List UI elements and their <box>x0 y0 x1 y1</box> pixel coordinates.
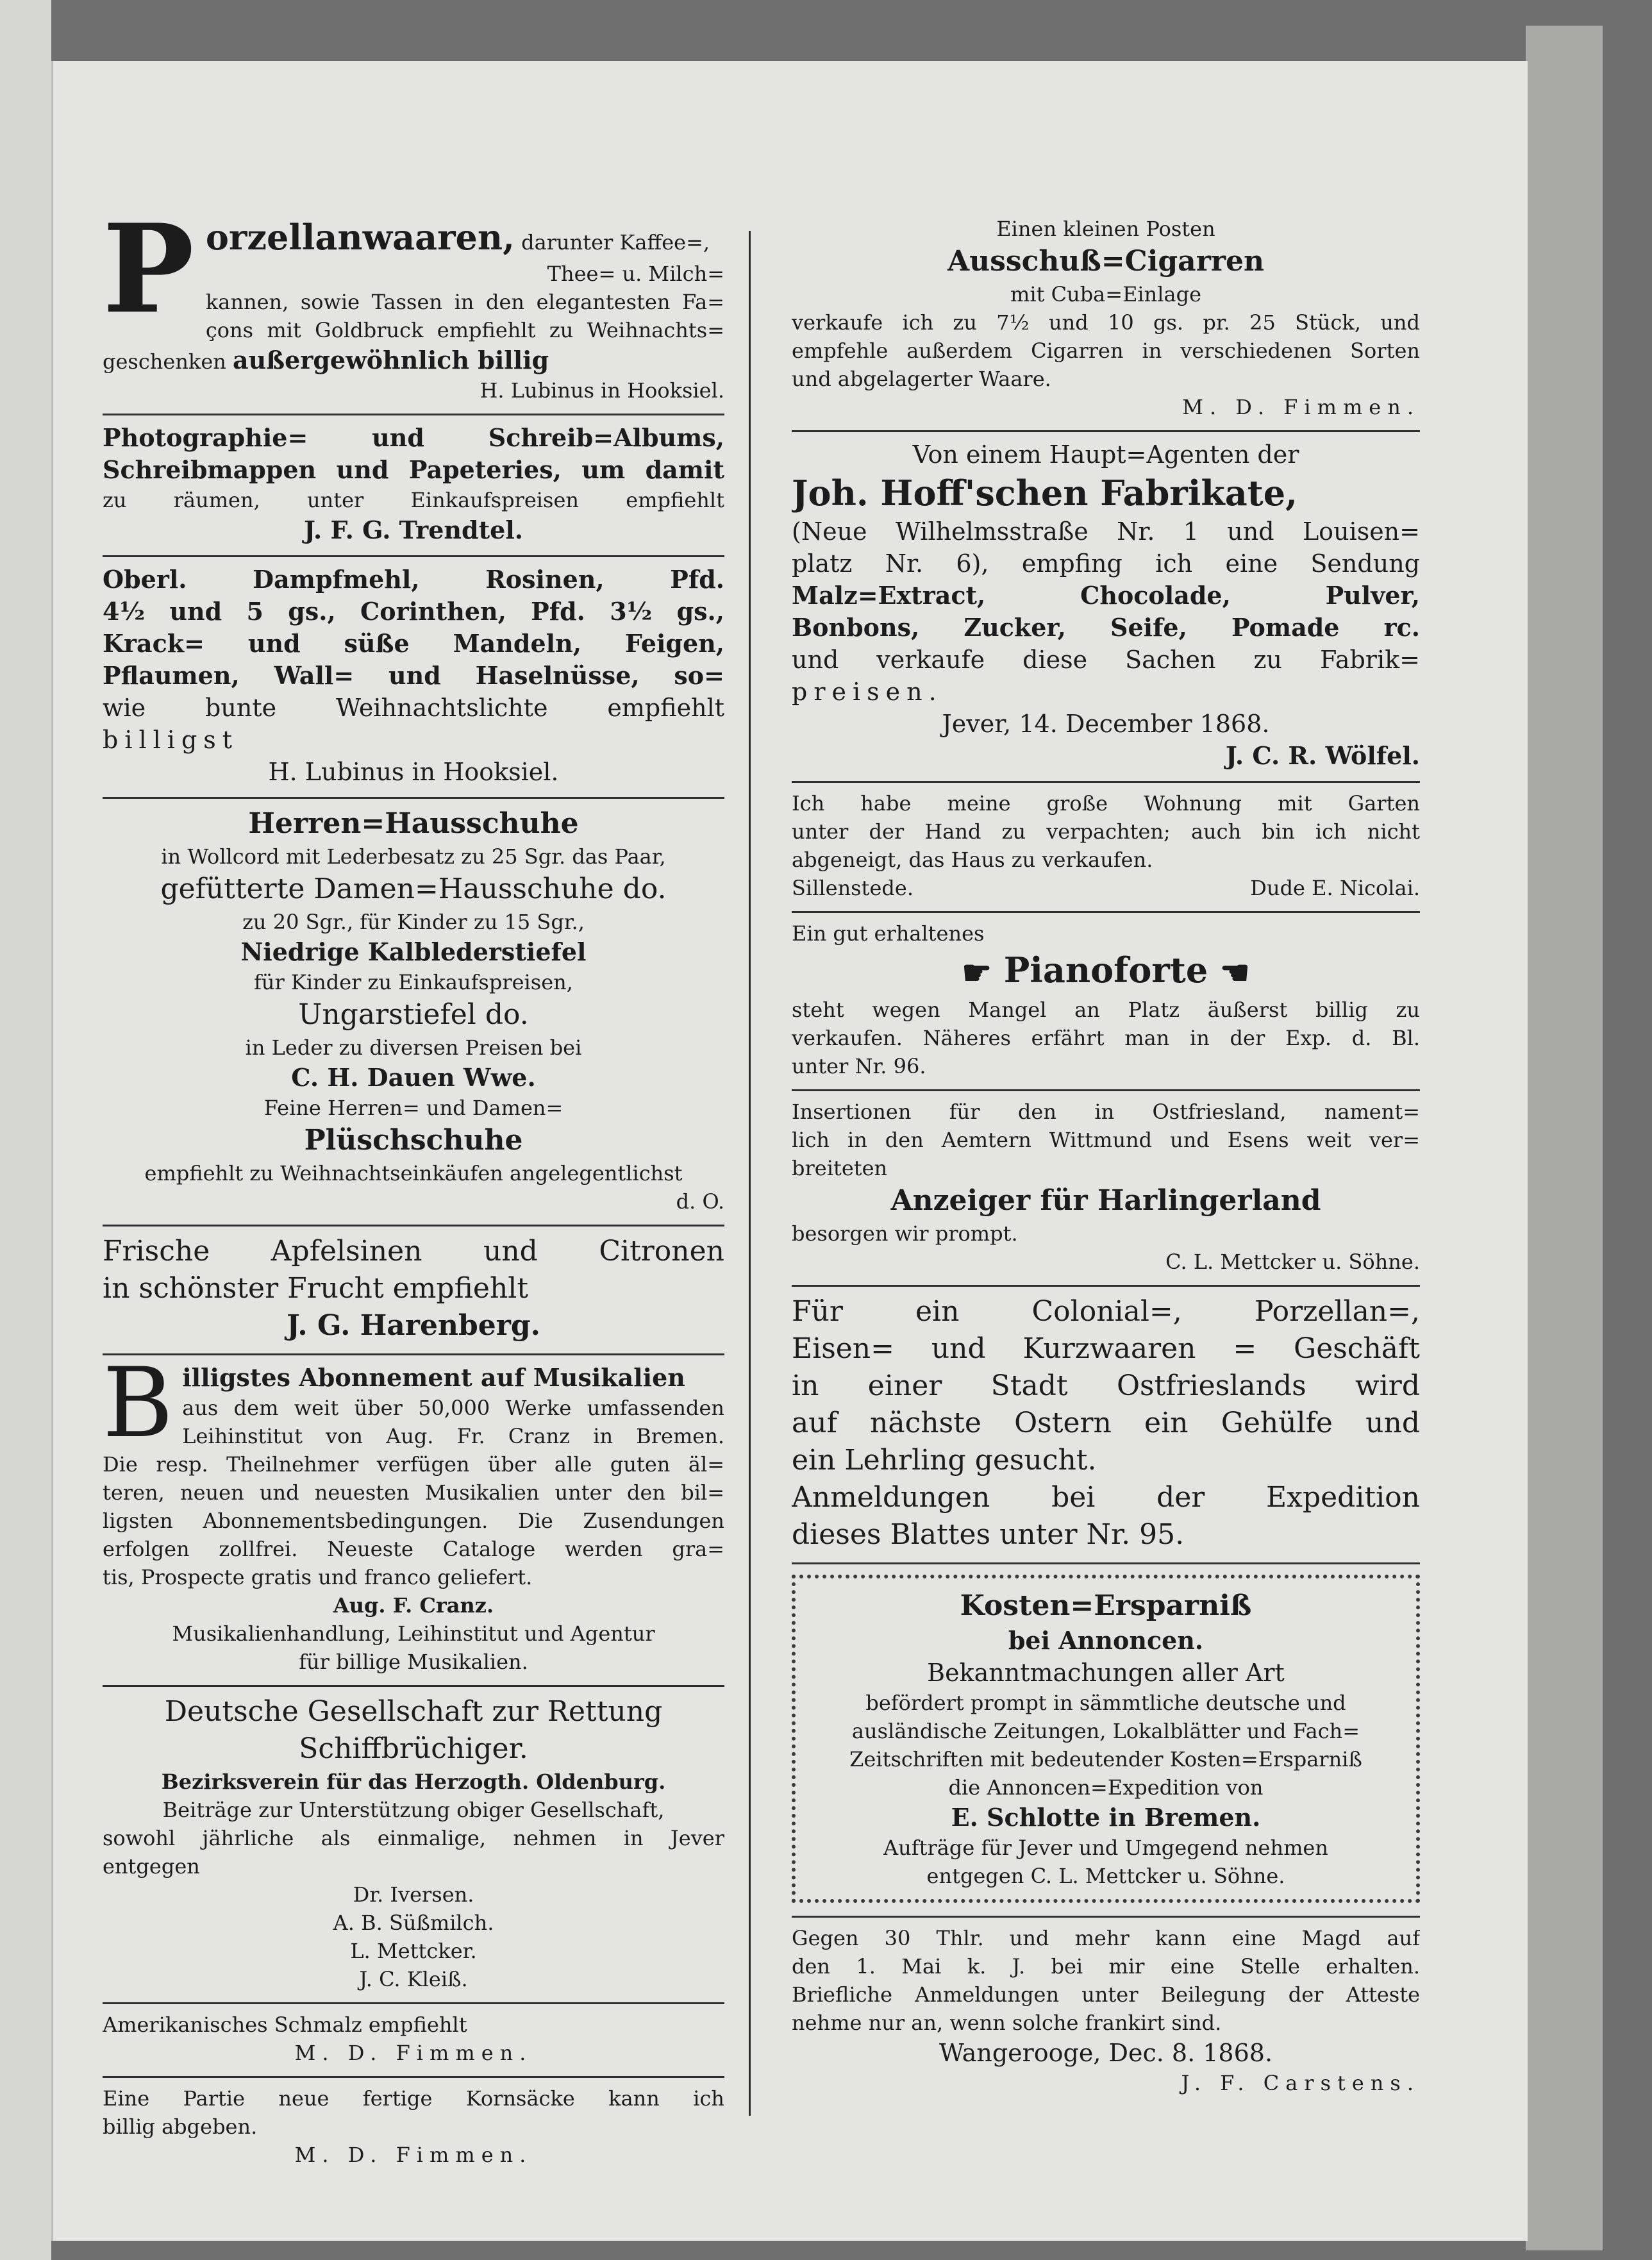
colonial-text: in einer Stadt Ostfrieslands wird <box>792 1369 1420 1402</box>
schmalz-text: Amerikanisches Schmalz empfiehlt <box>103 2013 467 2037</box>
porzellan-text: çons mit Goldbruck empfiehlt zu Weihnachts= <box>205 318 724 342</box>
porzellan-text: kannen, sowie Tassen in den elegantesten Fa= <box>205 290 724 314</box>
hoff-text: Malz=Extract, Chocolade, Pulver, <box>792 581 1420 610</box>
mehl-signature: H. Lubinus in Hooksiel. <box>268 758 559 786</box>
ad-wohnung <box>792 783 1420 913</box>
musik-text: Die resp. Theilnehmer verfügen über alle guten äl= <box>103 1452 724 1477</box>
rettung-text: sowohl jährliche als einmalige, nehmen in Jever <box>103 1826 724 1850</box>
insert-text: besorgen wir prompt. <box>792 1221 1018 1246</box>
book-gutter <box>0 0 51 2260</box>
kosten-text: E. Schlotte in Bremen. <box>951 1802 1261 1832</box>
cigarren-text: mit Cuba=Einlage <box>1010 282 1201 306</box>
schuhe-text: empfiehlt zu Weihnachtseinkäufen angelegentlichst <box>144 1161 683 1185</box>
schmalz-signature: M. D. Fimmen. <box>294 2041 533 2065</box>
porzellan-emphasis: außergewöhnlich billig <box>233 346 549 374</box>
apfel-text: Frische Apfelsinen und Citronen <box>103 1235 724 1268</box>
ad-porzellan <box>103 197 724 415</box>
mehl-text: billigst <box>103 726 239 754</box>
cigarren-text: empfehle außerdem Cigarren in verschiedenen Sorten <box>792 339 1420 363</box>
schuhe-headline: gefütterte Damen=Hausschuhe do. <box>160 873 667 905</box>
musik-text: aus dem weit über 50,000 Werke umfassenden <box>182 1396 724 1420</box>
ad-apfelsinen <box>103 1226 724 1355</box>
ad-hausschuhe <box>103 799 724 1226</box>
insert-headline: Anzeiger für Harlingerland <box>890 1184 1321 1217</box>
schuhe-text: zu 20 Sgr., für Kinder zu 15 Sgr., <box>242 910 585 934</box>
cigarren-headline: Ausschuß=Cigarren <box>947 245 1265 278</box>
kornsack-text: Eine Partie neue fertige Kornsäcke kann ich <box>103 2086 724 2111</box>
schuhe-text: in Leder zu diversen Preisen bei <box>245 1035 582 1060</box>
piano-text: unter Nr. 96. <box>792 1053 926 1078</box>
kosten-text: bei Annoncen. <box>1008 1625 1204 1655</box>
pointing-hand-left-icon: ☚ <box>1220 953 1250 992</box>
rettung-headline: Schiffbrüchiger. <box>299 1732 528 1765</box>
apfel-text: in schönster Frucht empfiehlt <box>103 1272 529 1305</box>
ad-kornsaecke <box>103 2078 724 2178</box>
mehl-text: 4½ und 5 gs., Corinthen, Pfd. 3½ gs., <box>103 597 724 626</box>
insert-text: breiteten <box>792 1155 888 1180</box>
schuhe-headline: Plüschschuhe <box>304 1124 523 1157</box>
next-page-edge <box>1526 26 1603 2250</box>
ad-schmalz <box>103 2004 724 2078</box>
schuhe-text: Feine Herren= und Damen= <box>263 1096 563 1120</box>
hoff-text: platz Nr. 6), empfing ich eine Sendung <box>792 549 1420 578</box>
piano-text: steht wegen Mangel an Platz äußerst billig zu <box>792 997 1420 1022</box>
kosten-text: Zeitschriften mit bedeutender Kosten=Ersparniß <box>849 1746 1362 1771</box>
kosten-text: entgegen C. L. Mettcker u. Söhne. <box>926 1863 1285 1888</box>
schuhe-headline: Ungarstiefel do. <box>298 998 529 1031</box>
ad-colonial <box>792 1287 1420 1564</box>
kosten-text: Aufträge für Jever und Umgegend nehmen <box>883 1835 1328 1860</box>
schuhe-text: in Wollcord mit Lederbesatz zu 25 Sgr. das Paar, <box>161 844 666 869</box>
wohnung-text: unter der Hand zu verpachten; auch bin ich nicht <box>792 819 1420 844</box>
magd-text: nehme nur an, wenn solche frankirt sind. <box>792 2010 1222 2035</box>
magd-signature: J. F. Carstens. <box>1181 2070 1420 2095</box>
photo-text: Photographie= und Schreib=Albums, <box>103 423 724 452</box>
ad-dampfmehl <box>103 557 724 799</box>
schuhe-headline: Herren=Hausschuhe <box>248 807 579 840</box>
porzellan-headline: orzellanwaaren, <box>205 217 515 258</box>
ad-musikalien <box>103 1348 724 1687</box>
dropcap-b: B <box>103 1348 174 1459</box>
colonial-text: Für ein Colonial=, Porzellan=, <box>792 1294 1420 1328</box>
photo-signature: J. F. G. Trendtel. <box>304 515 523 544</box>
photo-text: Schreibmappen und Papeteries, um damit <box>103 455 724 484</box>
musik-signature: Aug. F. Cranz. <box>333 1593 494 1618</box>
porzellan-signature: H. Lubinus in Hooksiel. <box>480 378 724 403</box>
hoff-headline: Joh. Hoff'schen Fabrikate, <box>792 473 1297 514</box>
porzellan-text: geschenken <box>103 349 226 374</box>
musik-text: ligsten Abonnementsbedingungen. Die Zusendungen <box>103 1509 724 1533</box>
hoff-text: Bonbons, Zucker, Seife, Pomade rc. <box>792 613 1420 642</box>
musik-text: erfolgen zollfrei. Neueste Cataloge werden gra= <box>103 1537 724 1561</box>
kosten-text: ausländische Zeitungen, Lokalblätter und Fach= <box>851 1718 1360 1743</box>
wohnung-place: Sillenstede. <box>792 876 914 900</box>
rettung-name: Dr. Iversen. <box>353 1882 474 1907</box>
musik-headline: illigstes Abonnement auf Musikalien <box>182 1363 685 1392</box>
rettung-name: L. Mettcker. <box>350 1939 477 1963</box>
pointing-hand-right-icon: ☛ <box>962 953 992 992</box>
magd-text: den 1. Mai k. J. bei mir eine Stelle erhalten. <box>792 1954 1420 1979</box>
hoff-text: (Neue Wilhelmsstraße Nr. 1 und Louisen= <box>792 517 1420 546</box>
wohnung-text: Ich habe meine große Wohnung mit Garten <box>792 791 1420 816</box>
musik-text: Leihinstitut von Aug. Fr. Cranz in Bremen. <box>182 1424 724 1448</box>
right-column <box>792 208 1420 2106</box>
kosten-text: befördert prompt in sämmtliche deutsche und <box>865 1690 1346 1715</box>
hoff-signature: J. C. R. Wölfel. <box>1225 741 1420 770</box>
musik-text: tis, Prospecte gratis und franco geliefert. <box>103 1565 533 1589</box>
colonial-text: Anmeldungen bei der Expedition <box>792 1480 1420 1514</box>
hoff-text: preisen. <box>792 678 943 706</box>
wohnung-text: abgeneigt, das Haus zu verkaufen. <box>792 848 1153 872</box>
ad-hoff <box>792 432 1420 783</box>
mehl-text: Pflaumen, Wall= und Haselnüsse, so= <box>103 661 724 690</box>
cigarren-text: verkaufe ich zu 7½ und 10 gs. pr. 25 Stück, und <box>792 310 1420 335</box>
piano-text: Ein gut erhaltenes <box>792 921 985 946</box>
kosten-text: die Annoncen=Expedition von <box>948 1775 1264 1800</box>
hoff-text: Von einem Haupt=Agenten der <box>912 440 1299 469</box>
cigarren-text: Einen kleinen Posten <box>996 217 1215 241</box>
ornamental-border <box>792 1575 1420 1903</box>
magd-text: Briefliche Anmeldungen unter Beilegung der Atteste <box>792 1982 1420 2007</box>
colonial-text: dieses Blattes unter Nr. 95. <box>792 1518 1185 1551</box>
kosten-text: Bekanntmachungen aller Art <box>927 1658 1285 1687</box>
porzellan-text: darunter Kaffee=, <box>521 230 710 255</box>
colonial-text: auf nächste Ostern ein Gehülfe und <box>792 1406 1420 1439</box>
hoff-date: Jever, 14. December 1868. <box>942 710 1270 738</box>
piano-text: verkaufen. Näheres erfährt man in der Exp. d. Bl. <box>792 1025 1420 1050</box>
ad-kosten-ersparniss <box>792 1564 1420 1918</box>
kornsack-text: billig abgeben. <box>103 2114 258 2139</box>
dropcap-p: P <box>103 197 194 340</box>
rettung-text: entgegen <box>103 1854 200 1879</box>
insert-text: lich in den Aemtern Wittmund und Esens weit ver= <box>792 1127 1420 1152</box>
rettung-headline: Deutsche Gesellschaft zur Rettung <box>164 1695 663 1728</box>
porzellan-text: Thee= u. Milch= <box>547 262 724 286</box>
rettung-text: Beiträge zur Unterstützung obiger Gesellschaft, <box>162 1798 665 1822</box>
kornsack-signature: M. D. Fimmen. <box>294 2143 533 2167</box>
piano-headline: Pianoforte <box>1003 950 1208 991</box>
musik-text: teren, neuen und neuesten Musikalien unter den bil= <box>103 1480 724 1505</box>
apfel-signature: J. G. Harenberg. <box>287 1309 540 1342</box>
rettung-name: J. C. Kleiß. <box>359 1967 468 1991</box>
schuhe-signature: C. H. Dauen Wwe. <box>291 1063 536 1092</box>
ad-insertionen <box>792 1091 1420 1287</box>
cigarren-text: und abgelagerter Waare. <box>792 367 1051 391</box>
insert-signature: C. L. Mettcker u. Söhne. <box>1165 1249 1420 1274</box>
mehl-text: wie bunte Weihnachtslichte empfiehlt <box>103 694 724 722</box>
column-divider <box>749 231 751 2116</box>
magd-date: Wangerooge, Dec. 8. 1868. <box>939 2038 1273 2067</box>
insert-text: Insertionen für den in Ostfriesland, nament= <box>792 1099 1420 1124</box>
kosten-headline: Kosten=Ersparniß <box>960 1589 1252 1622</box>
left-column <box>103 197 724 2178</box>
ad-cigarren <box>792 208 1420 432</box>
ad-rettung <box>103 1687 724 2004</box>
hoff-text: und verkaufe diese Sachen zu Fabrik= <box>792 646 1420 674</box>
schuhe-text: für Kinder zu Einkaufspreisen, <box>254 970 573 994</box>
mehl-text: Oberl. Dampfmehl, Rosinen, Pfd. <box>103 565 724 594</box>
ad-magd <box>792 1918 1420 2106</box>
rettung-text: Bezirksverein für das Herzogth. Oldenburg. <box>161 1770 666 1794</box>
rettung-name: A. B. Süßmilch. <box>333 1911 494 1935</box>
colonial-text: Eisen= und Kurzwaaren = Geschäft <box>792 1332 1420 1365</box>
cigarren-signature: M. D. Fimmen. <box>1182 395 1420 419</box>
schuhe-headline: Niedrige Kalblederstiefel <box>240 937 587 966</box>
mehl-text: Krack= und süße Mandeln, Feigen, <box>103 629 724 658</box>
photo-text: zu räumen, unter Einkaufspreisen empfiehlt <box>103 488 724 512</box>
schuhe-signature: d. O. <box>676 1189 724 1214</box>
musik-text: für billige Musikalien. <box>299 1650 528 1674</box>
colonial-text: ein Lehrling gesucht. <box>792 1443 1097 1477</box>
ad-pianoforte <box>792 913 1420 1091</box>
ad-photo-albums <box>103 415 724 557</box>
wohnung-signature: Dude E. Nicolai. <box>1250 876 1420 900</box>
musik-text: Musikalienhandlung, Leihinstitut und Agentur <box>172 1621 655 1646</box>
magd-text: Gegen 30 Thlr. und mehr kann eine Magd auf <box>792 1925 1420 1950</box>
